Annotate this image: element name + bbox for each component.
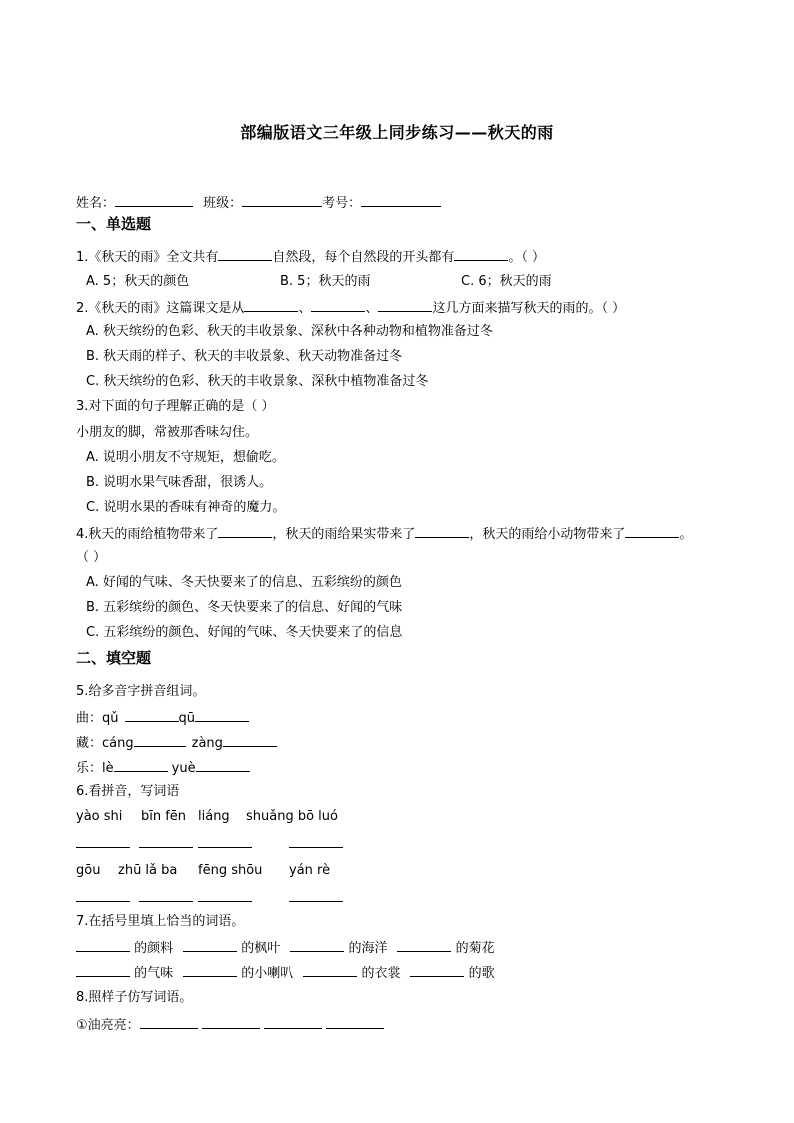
q4-text-a: 4.秋天的雨给植物带来了: [76, 527, 219, 542]
question-5-stem: 5.给多音字拼音组词。: [76, 684, 206, 699]
q5-char-2: 藏：: [76, 736, 103, 751]
q5-pinyin-2a: cáng: [102, 736, 134, 751]
q6-blank-3[interactable]: [198, 846, 252, 848]
q7-word-6: 的小喇叭: [241, 966, 294, 981]
q2-text-a: 2.《秋天的雨》这篇课文是从: [76, 301, 245, 316]
q1-blank-2[interactable]: [454, 247, 508, 261]
q7-row-1: [76, 938, 495, 958]
q2-blank-1[interactable]: [244, 298, 298, 312]
q4-blank-2[interactable]: [415, 524, 469, 538]
exam-label: 考号：: [322, 196, 362, 211]
q2-sep-1: 、: [298, 301, 312, 316]
q3-option-b[interactable]: B. 说明水果气味香甜，很诱人。: [86, 475, 273, 490]
q7-word-8: 的歌: [468, 966, 495, 981]
q6-pinyin-8: yán rè: [289, 863, 331, 878]
q6-blank-1[interactable]: [76, 846, 130, 848]
q5-pinyin-3a: lè: [102, 761, 114, 776]
exam-blank[interactable]: [361, 193, 441, 207]
q5-pinyin-1a: qǔ: [102, 711, 119, 726]
q7-blank-4[interactable]: [397, 938, 451, 952]
q5-pinyin-3b: yuè: [171, 761, 196, 776]
q7-blank-1[interactable]: [76, 938, 130, 952]
q6-blank-2[interactable]: [139, 846, 193, 848]
q7-word-2: 的枫叶: [241, 941, 281, 956]
q6-blank-6[interactable]: [139, 900, 193, 902]
q4-option-c[interactable]: C. 五彩缤纷的颜色、好闻的气味、冬天快要来了的信息: [86, 625, 403, 640]
q7-word-4: 的菊花: [455, 941, 495, 956]
q5-row-3: [76, 758, 250, 778]
q3-sentence: 小朋友的脚，常被那香味勾住。: [76, 425, 259, 440]
q5-blank-3b[interactable]: [196, 758, 250, 772]
q5-char-3: 乐：: [76, 761, 103, 776]
question-1-stem: [76, 247, 545, 267]
q2-blank-2[interactable]: [311, 298, 365, 312]
q2-sep-2: 、: [365, 301, 379, 316]
q5-row-1: [76, 708, 249, 728]
class-label: 班级：: [203, 196, 243, 211]
question-3-stem: 3.对下面的句子理解正确的是（ ）: [76, 399, 275, 414]
q6-blank-7[interactable]: [198, 900, 252, 902]
q7-word-5: 的气味: [134, 966, 174, 981]
q2-option-c[interactable]: C. 秋天缤纷的色彩、秋天的丰收景象、深秋中植物准备过冬: [86, 374, 429, 389]
q1-text-c: 。（ ）: [508, 250, 546, 265]
q1-option-c[interactable]: C. 6；秋天的雨: [461, 274, 552, 289]
q5-blank-2a[interactable]: [134, 733, 186, 747]
q3-option-c[interactable]: C. 说明水果的香味有神奇的魔力。: [86, 500, 286, 515]
question-2-stem: [76, 298, 625, 318]
q1-blank-1[interactable]: [218, 247, 272, 261]
q8-item-label: ①油亮亮：: [76, 1018, 140, 1033]
q7-row-2: [76, 963, 495, 983]
q6-pinyin-4: shuǎng bō luó: [246, 809, 338, 824]
q2-option-a[interactable]: A. 秋天缤纷的色彩、秋天的丰收景象、深秋中各种动物和植物准备过冬: [86, 324, 493, 339]
q6-blank-8[interactable]: [289, 900, 343, 902]
q4-blank-1[interactable]: [218, 524, 272, 538]
q5-blank-1a[interactable]: [125, 708, 179, 722]
student-info-line: [76, 193, 441, 213]
q6-pinyin-6: zhū lǎ ba: [118, 863, 178, 878]
question-8-stem: 8.照样子仿写词语。: [76, 990, 193, 1005]
q5-row-2: [76, 733, 277, 753]
q4-blank-3[interactable]: [625, 524, 679, 538]
q7-word-1: 的颜料: [134, 941, 174, 956]
section-heading-fill-in: 二、填空题: [76, 649, 152, 667]
q4-text-c: ，秋天的雨给小动物带来了: [469, 527, 626, 542]
section-heading-single-choice: 一、单选题: [76, 215, 152, 233]
page-title: 部编版语文三年级上同步练习——秋天的雨: [240, 123, 554, 142]
q6-pinyin-3: liáng: [198, 809, 230, 824]
question-6-stem: 6.看拼音，写词语: [76, 784, 180, 799]
q6-pinyin-5: gōu: [76, 863, 101, 878]
q5-pinyin-1b: qū: [178, 711, 196, 726]
q4-text-d: 。: [679, 527, 693, 542]
q3-option-a[interactable]: A. 说明小朋友不守规矩，想偷吃。: [86, 450, 285, 465]
q1-text-a: 1.《秋天的雨》全文共有: [76, 250, 219, 265]
name-blank[interactable]: [115, 193, 193, 207]
q6-blank-4[interactable]: [289, 846, 343, 848]
q6-pinyin-1: yào shi: [76, 809, 123, 824]
q7-blank-2[interactable]: [183, 938, 237, 952]
q2-blank-3[interactable]: [378, 298, 432, 312]
q8-blank-2[interactable]: [202, 1015, 260, 1029]
q1-option-b[interactable]: B. 5；秋天的雨: [280, 274, 371, 289]
q4-option-a[interactable]: A. 好闻的气味、冬天快要来了的信息、五彩缤纷的颜色: [86, 575, 402, 590]
q7-blank-8[interactable]: [410, 963, 464, 977]
class-blank[interactable]: [242, 193, 322, 207]
q5-blank-1b[interactable]: [195, 708, 249, 722]
q4-option-b[interactable]: B. 五彩缤纷的颜色、冬天快要来了的信息、好闻的气味: [86, 600, 403, 615]
q7-word-3: 的海洋: [348, 941, 388, 956]
q2-text-b: 这几方面来描写秋天的雨的。（ ）: [432, 301, 626, 316]
q6-pinyin-2: bīn fēn: [141, 809, 187, 824]
q8-blank-1[interactable]: [140, 1015, 198, 1029]
q8-blank-4[interactable]: [326, 1015, 384, 1029]
question-7-stem: 7.在括号里填上恰当的词语。: [76, 914, 245, 929]
q1-option-a[interactable]: A. 5；秋天的颜色: [86, 274, 190, 289]
q5-char-1: 曲：: [76, 711, 103, 726]
question-4-stem: [76, 524, 692, 544]
q7-blank-5[interactable]: [76, 963, 130, 977]
q2-option-b[interactable]: B. 秋天雨的样子、秋天的丰收景象、秋天动物准备过冬: [86, 349, 403, 364]
q4-text-b: ，秋天的雨给果实带来了: [272, 527, 416, 542]
q7-blank-6[interactable]: [183, 963, 237, 977]
q7-blank-7[interactable]: [303, 963, 357, 977]
q7-word-7: 的衣裳: [361, 966, 401, 981]
q1-text-b: 自然段，每个自然段的开头都有: [272, 250, 455, 265]
q6-pinyin-7: fēng shōu: [198, 863, 263, 878]
q4-paren: （ ）: [76, 550, 107, 565]
q8-row-1: [76, 1015, 384, 1035]
q7-blank-3[interactable]: [290, 938, 344, 952]
q5-pinyin-2b: zàng: [191, 736, 223, 751]
q5-blank-2b[interactable]: [223, 733, 277, 747]
q5-blank-3a[interactable]: [114, 758, 168, 772]
name-label: 姓名：: [76, 196, 116, 211]
q6-blank-5[interactable]: [76, 900, 130, 902]
q8-blank-3[interactable]: [264, 1015, 322, 1029]
